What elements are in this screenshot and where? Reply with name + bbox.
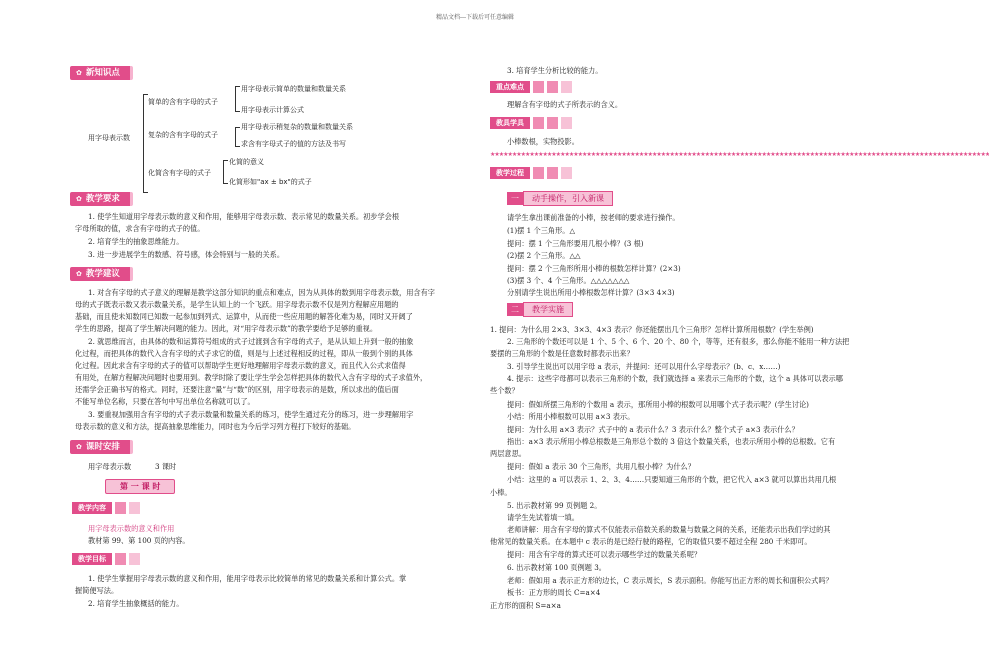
s2-line-19: 提问：用含有字母的算式还可以表示哪些学过的数量关系呢？ xyxy=(507,550,702,559)
s2-line-8: 小结：所用小棒根数可以用 a×3 表示。 xyxy=(507,412,635,421)
tag-square xyxy=(561,117,572,129)
tag-label: 教具学具 xyxy=(490,117,530,129)
goal-line-2: 握简便写法。 xyxy=(75,586,119,595)
s1-line-3: 提问：摆 1 个三角形要用几根小棒？(3 根) xyxy=(507,239,644,248)
ability-line: 3. 培育学生分析比较的能力。 xyxy=(507,66,603,75)
s2-line-5: 4. 提示：这些字母都可以表示三角形的个数，我们就选择 a 来表示三角形的个数，这个 a 具体可以表示哪 xyxy=(507,374,843,383)
sug-line-6: 化过程，而把具体的数代入含有字母的式子求它的值，则是与上述过程相反的过程，即从一般到个别的具体 xyxy=(75,349,413,358)
sug-line-4: 学生的思路，提高了学生解决问题的能力。因此，对“用字母表示数”的教学要给予足够的重视。 xyxy=(75,324,378,333)
s2-line-11: 两层意思。 xyxy=(490,449,526,458)
req-line-2: 字母所取的值，求含有字母的式子的值。 xyxy=(75,224,205,233)
tag-square xyxy=(547,117,558,129)
req-line-4: 3. 进一步进展学生的数感、符号感，体会特别与一般的关系。 xyxy=(88,250,285,259)
tag-key-points xyxy=(490,81,572,93)
tree-branch-3: 化简含有字母的式子 xyxy=(148,169,211,177)
tag-square xyxy=(115,553,126,565)
s2-line-10: 指出：a×3 表示所用小棒总根数是三角形总个数的 3 倍这个数量关系，也表示所用小棒的总根数。它有 xyxy=(507,437,836,446)
star-icon: ✿ xyxy=(76,69,82,77)
tag-label: 重点难点 xyxy=(490,81,530,93)
star-icon: ✿ xyxy=(76,443,82,451)
tag-square xyxy=(533,167,544,179)
tree-leaf-1a: 用字母表示简单的数量和数量关系 xyxy=(241,85,346,93)
tree-branch-2: 复杂的含有字母的式子 xyxy=(148,131,218,139)
sug-line-8: 有用处，在解方程解决问题时也要用到。教学时除了要让学生学会怎样把具体的数代入含有字母的式子求值外， xyxy=(75,373,428,382)
section-title: 教学实施 xyxy=(523,302,573,317)
req-line-3: 2. 培育学生的抽象思维能力。 xyxy=(88,237,184,246)
section-title: 动手操作，引入新课 xyxy=(523,191,613,206)
section-1-bar xyxy=(507,192,613,205)
sug-line-11: 3. 要重视加强用含有字母的式子表示数量和数量关系的练习，使学生通过充分的练习，进一步理解用字 xyxy=(88,410,414,419)
s1-line-7: 分别请学生说出所用小棒根数怎样计算？(3×3 4×3) xyxy=(507,288,675,297)
banner-title: 教学建议 xyxy=(85,269,120,279)
content-text: 教材第 99、第 100 页的内容。 xyxy=(88,536,190,545)
hours-value: 3 课时 xyxy=(155,462,177,471)
lesson-1-title: 第 一 课 时 xyxy=(105,479,175,494)
tree-leaf-1b: 用字母表示计算公式 xyxy=(241,106,304,114)
section-2-bar xyxy=(507,303,573,316)
tag-square xyxy=(561,167,572,179)
s2-line-12: 提问：假如 a 表示 30 个三角形，共用几根小棒？为什么？ xyxy=(507,462,695,471)
s2-line-2: 2. 三角形的个数还可以是 1 个、5 个、6 个、20 个、80 个，等等，还有很多，那么你能不能用一种方法把 xyxy=(507,337,850,346)
sug-line-10: 不能写单位名称，只要在答句中写出单位名称就可以了。 xyxy=(75,397,255,406)
tree-bracket-2 xyxy=(235,127,240,147)
s2-line-21: 老师：假如用 a 表示正方形的边长，C 表示周长，S 表示面积。你能写出正方形的周长和面积公式吗？ xyxy=(507,576,833,585)
tag-square xyxy=(115,502,126,514)
s2-line-23: 正方形的面积 S=a×a xyxy=(490,601,561,610)
goal-line-3: 2. 培育学生抽象概括的能力。 xyxy=(88,599,184,608)
s2-line-6: 些个数？ xyxy=(490,386,519,395)
sug-line-5: 2. 就思维而言，由具体的数和运算符号组成的式子过渡到含有字母的式子，是从认知上升到一般的抽象 xyxy=(88,337,414,346)
tree-leaf-2a: 用字母表示稍复杂的数量和数量关系 xyxy=(241,123,353,131)
s1-line-2: (1)摆 1 个三角形。△ xyxy=(507,226,575,235)
star-divider: ★★★★★★★★★★★★★★★★★★★★★★★★★★★★★★★★★★★★★★★★★★★★★★★★★★★★★★★★★★★★★★★★★★★★★★★★★★★★★★★★★★★★★★★★★★★★★★★★★★★★★★★★★★★★★★★★★★ xyxy=(490,151,989,158)
s2-line-13: 小结：这里的 a 可以表示 1、2、3、4……只要知道三角形的个数，把它代入 a×3 就可以算出共用几根 xyxy=(507,475,837,484)
tag-square xyxy=(533,81,544,93)
req-line-1: 1. 使学生知道用字母表示数的意义和作用，能够用字母表示数、表示常见的数量关系。初步学会根 xyxy=(88,212,400,221)
tree-root: 用字母表示数 xyxy=(88,134,130,142)
tree-bracket-main xyxy=(143,94,148,193)
s2-line-14: 小棒。 xyxy=(490,488,512,497)
s1-line-1: 请学生拿出课前准备的小棒，按老师的要求进行操作。 xyxy=(507,213,680,222)
section-number: 一 xyxy=(507,192,523,205)
s2-line-16: 请学生先试着填一填。 xyxy=(507,513,579,522)
tag-content xyxy=(72,502,140,514)
s2-line-15: 5. 出示教材第 99 页例题 2。 xyxy=(507,501,602,510)
s1-line-4: (2)摆 2 个三角形。△△ xyxy=(507,251,581,260)
goal-line-1: 1. 使学生掌握用字母表示数的意义和作用，能用字母表示比较简单的常见的数量关系和计算公式。掌 xyxy=(88,574,407,583)
sug-line-7: 化过程。因此求含有字母的式子的值可以帮助学生更好地理解用字母表示数的意义，而且代入公式求值得 xyxy=(75,361,406,370)
s2-line-7: 提问：假如所摆三角形的个数用 a 表示，那所用小棒的根数可以用哪个式子表示呢？(学生讨论) xyxy=(507,400,809,409)
banner-new-knowledge xyxy=(70,66,133,80)
sug-line-2: 母的式子既表示数又表示数量关系，是学生认知上的一个飞跃。用字母表示数不仅是列方程解应用题的 xyxy=(75,300,399,309)
tree-leaf-3a: 化简的意义 xyxy=(229,158,264,166)
tag-square xyxy=(547,81,558,93)
s2-line-3: 要摆的三角形的个数是任意数时都表示出来？ xyxy=(490,349,634,358)
s1-line-6: (3)摆 3 个、4 个三角形。△△△△△△△ xyxy=(507,276,630,285)
banner-title: 新知识点 xyxy=(85,68,120,78)
s2-line-20: 6. 出示教材第 100 页例题 3。 xyxy=(507,563,606,572)
tools-text: 小棒数根，实物投影。 xyxy=(507,137,579,146)
sug-line-3: 基础，而且使未知数同已知数一起参加到列式、运算中，从而使一些应用题的解答化难为易，同时又开阔了 xyxy=(75,312,413,321)
s2-line-9: 提问：为什么用 a×3 表示？式子中的 a 表示什么？3 表示什么？整个式子 a×3 表示什么？ xyxy=(507,425,799,434)
banner-title: 教学要求 xyxy=(85,194,120,204)
tree-bracket-3 xyxy=(223,160,228,184)
tag-process xyxy=(490,167,572,179)
sug-line-1: 1. 对含有字母的式子意义的理解是教学这部分知识的重点和难点，因为从具体的数到用字母表示数，用含有字 xyxy=(88,288,435,297)
sug-line-12: 母表示数的意义和方法，提高抽象思维能力，同时也为今后学习列方程打下较好的基础。 xyxy=(75,422,356,431)
tag-square xyxy=(547,167,558,179)
key-text: 理解含有字母的式子所表示的含义。 xyxy=(507,100,623,109)
s2-line-22: 板书：正方形的周长 C=a×4 xyxy=(507,588,601,597)
tag-label: 教学内容 xyxy=(72,502,112,514)
sug-line-9: 还需学会正确书写的格式。同时，还要注意“量”与“数”的区别，用字母表示的是数，所以求出的值后面 xyxy=(75,385,399,394)
banner-suggestions xyxy=(70,267,133,281)
s2-line-4: 3. 引导学生说出可以用字母 a 表示，并提问：还可以用什么字母表示？(b、c、x……) xyxy=(507,362,781,371)
hours-label: 用字母表示数 xyxy=(88,462,132,471)
tag-square xyxy=(129,502,140,514)
tag-square xyxy=(129,553,140,565)
s1-line-5: 提问：摆 2 个三角形所用小棒的根数怎样计算？(2×3) xyxy=(507,264,681,273)
banner-requirements xyxy=(70,192,133,206)
banner-title: 课时安排 xyxy=(85,442,120,452)
tag-goal xyxy=(72,553,140,565)
tag-label: 教学目标 xyxy=(72,553,112,565)
tree-bracket-1 xyxy=(235,86,240,112)
tag-square xyxy=(533,117,544,129)
star-icon: ✿ xyxy=(76,195,82,203)
s2-line-17: 老师讲解：用含有字母的算式不仅能表示倍数关系的数量与数量之间的关系，还能表示出我们学过的其 xyxy=(507,525,831,534)
tree-branch-1: 简单的含有字母的式子 xyxy=(148,98,218,106)
content-title: 用字母表示数的意义和作用 xyxy=(88,524,175,533)
section-number: 二 xyxy=(507,303,523,316)
star-icon: ✿ xyxy=(76,270,82,278)
tag-square xyxy=(561,81,572,93)
tag-label: 教学过程 xyxy=(490,167,530,179)
page-header: 精品文档---下载后可任意编辑 xyxy=(435,14,515,21)
s2-line-18: 他常见的数量关系。在本题中 c 表示的是已经行驶的路程，它的取值只要不超过全程 280 千米即可。 xyxy=(490,537,812,546)
s2-line-1: 1. 提问：为什么用 2×3、3×3、4×3 表示？你还能摆出几个三角形？怎样计算所用根数？(学生举例) xyxy=(490,325,814,334)
tree-leaf-3b: 化简形如"ax ± bx"的式子 xyxy=(229,178,312,186)
tag-tools xyxy=(490,117,572,129)
banner-hours xyxy=(70,440,133,454)
lesson-1-banner xyxy=(105,479,175,494)
tree-leaf-2b: 求含有字母式子的值的方法及书写 xyxy=(241,140,346,148)
